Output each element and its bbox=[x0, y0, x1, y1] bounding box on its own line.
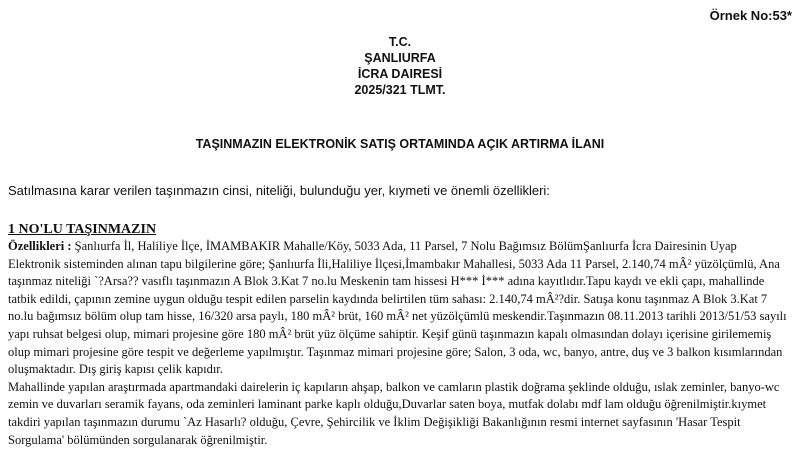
document-header bbox=[0, 34, 800, 98]
header-city: ŞANLIURFA bbox=[364, 51, 436, 65]
header-office: İCRA DAIRESİ bbox=[357, 67, 443, 81]
property-heading: 1 NO'LU TAŞINMAZIN bbox=[8, 222, 157, 237]
property-description bbox=[8, 238, 792, 449]
announcement-title: TAŞINMAZIN ELEKTRONİK SATIŞ ORTAMINDA AÇIK ARTIRMA İLANI bbox=[195, 137, 605, 151]
sample-number: Örnek No:53* bbox=[709, 8, 792, 23]
header-file-number: 2025/321 TLMT. bbox=[354, 83, 446, 97]
features-paragraph bbox=[8, 238, 792, 379]
features-label: Özellikleri : bbox=[8, 239, 72, 253]
features-text: Şanlıurfa İl, Haliliye İlçe, İMAMBAKIR Mahalle/Köy, 5033 Ada, 11 Parsel, 7 Nolu Bağımsız BölümŞanlıurfa İcra Dairesinin Uyap Elektronik sisteminden alınan tapu bilgilerine göre; Şanlıurfa İli,Haliliye İlçesi,İmambakır Mahallesi, 5033 Ada 11 Parsel, 2.140,74 mÂ² yüzölçümlü, Ana taşınmaz niteliği `?Arsa?? vasıflı taşınmazın A Blok 3.Kat 7 no.lu Meskenin tam hissesi H*** İ*** adına kayıtlıdır.Tapu kaydı ve ekli çapı, mahallinde tatbik edildi, çapının zemine uygun olduğu tespit edilen parselin kaydında belirtilen tüm sahası: 2.140,74 mÂ²?dir. Satışa konu taşınmaz A Blok 3.Kat 7 no.lu bağımsız bölüm olup tam hisse, 16/320 arsa paylı, 180 mÂ² brüt, 160 mÂ² net yüzölçümlü meskendir.Taşınmazın 08.11.2013 tarihli 2013/51/53 sayılı yapı ruhsat belgesi olup, mimari projesine göre 180 mÂ² brüt yüz ölçüme sahiptir. Keşif günü taşınmazın kapalı olmasından dolayı içerisine girilememiş olup mimari projesine göre tespit ve değerleme yapılmıştır. Taşınmaz mimari projesine göre; Salon, 3 oda, wc, banyo, antre, duş ve 3 balkon kısımlarından oluşmaktadır. Dış giriş kapısı çelik kapıdır. bbox=[8, 239, 787, 377]
header-tc: T.C. bbox=[388, 35, 412, 49]
intro-text: Satılmasına karar verilen taşınmazın cinsi, niteliği, bulunduğu yer, kıymeti ve önemli özellikleri: bbox=[8, 183, 550, 198]
survey-paragraph: Mahallinde yapılan araştırmada apartmandaki dairelerin iç kapıların ahşap, balkon ve camların plastik doğrama şeklinde olduğu, ıslak zeminler, banyo-wc zemin ve duvarları seramik fayans, oda zeminleri laminant parke kaplı olduğu,Duvarlar saten boya, mutfak dolabı mdf lam olduğu öğrenilmiştir.kıymet takdiri yapılan taşınmazın durumu `Az Hasarlı? olduğu, Çevre, Şehircilik ve İklim Değişikliği Bakanlığının resmi internet sayfasının 'Hasar Tespit Sorgulama' bölümünden sorgulanarak öğrenilmiştir. bbox=[8, 379, 780, 447]
